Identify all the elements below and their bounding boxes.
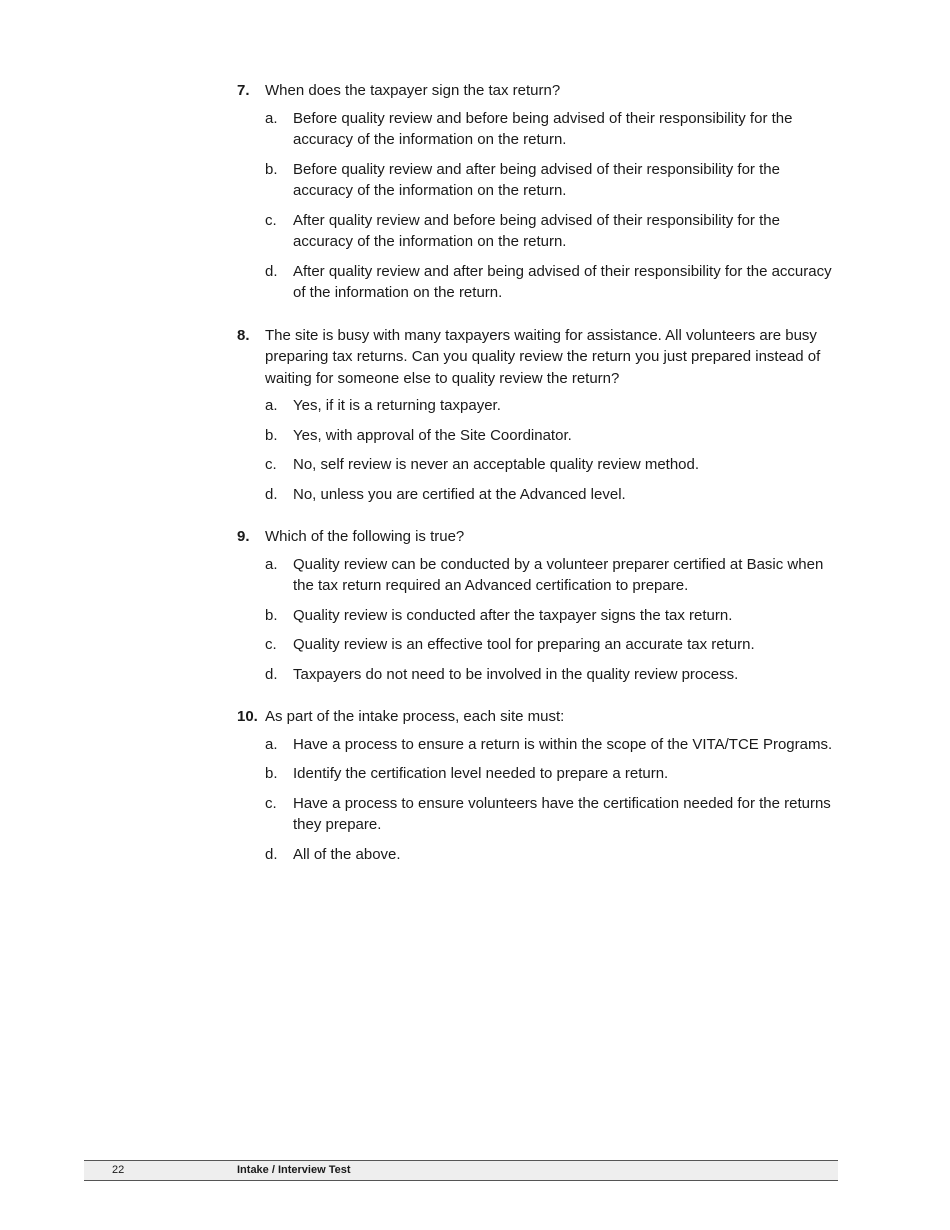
page-footer bbox=[84, 1160, 838, 1181]
answer-option bbox=[265, 734, 842, 756]
option-text: Have a process to ensure a return is within the scope of the VITA/TCE Programs. bbox=[293, 735, 833, 753]
option-text: Taxpayers do not need to be involved in the quality review process. bbox=[293, 665, 739, 683]
answer-option bbox=[265, 763, 842, 785]
question-number: 10. bbox=[237, 708, 258, 725]
question-text: The site is busy with many taxpayers waiting for assistance. All volunteers are busy preparing tax returns. Can you quality review the return you just prepared instead of waiting for someone else to quality review the return? bbox=[265, 326, 821, 387]
answer-option bbox=[265, 605, 842, 627]
option-text: No, self review is never an acceptable quality review method. bbox=[293, 456, 700, 473]
answer-option bbox=[265, 425, 842, 447]
option-text: All of the above. bbox=[293, 845, 401, 863]
footer-title: Intake / Interview Test bbox=[237, 1164, 351, 1176]
option-letter: c. bbox=[265, 636, 277, 653]
option-letter: a. bbox=[265, 555, 278, 573]
page-number: 22 bbox=[112, 1164, 125, 1176]
question-text: Which of the following is true? bbox=[265, 528, 465, 545]
option-letter: b. bbox=[265, 606, 278, 624]
question bbox=[237, 325, 842, 506]
answer-option bbox=[265, 664, 842, 686]
option-letter: d. bbox=[265, 262, 278, 280]
option-text: Before quality review and after being advised of their responsibility for the accuracy of the information on the return. bbox=[293, 160, 780, 199]
option-letter: b. bbox=[265, 160, 278, 178]
option-text: After quality review and before being advised of their responsibility for the accuracy of the information on the return. bbox=[293, 211, 780, 250]
option-text: Have a process to ensure volunteers have the certification needed for the returns they prepare. bbox=[293, 794, 831, 833]
option-letter: d. bbox=[265, 665, 278, 683]
option-text: Quality review is an effective tool for preparing an accurate tax return. bbox=[293, 636, 755, 653]
answer-option bbox=[265, 484, 842, 506]
answer-option bbox=[265, 844, 842, 866]
question-number: 9. bbox=[237, 528, 250, 545]
option-text: No, unless you are certified at the Advanced level. bbox=[293, 485, 626, 503]
option-letter: d. bbox=[265, 485, 278, 503]
answer-option bbox=[265, 395, 842, 417]
question bbox=[237, 80, 842, 304]
question-number: 7. bbox=[237, 82, 250, 99]
option-text: Yes, if it is a returning taxpayer. bbox=[293, 397, 501, 414]
answer-option bbox=[265, 634, 842, 656]
option-letter: c. bbox=[265, 456, 277, 473]
option-letter: b. bbox=[265, 765, 278, 782]
answer-option bbox=[265, 261, 842, 304]
question bbox=[237, 526, 842, 685]
option-letter: c. bbox=[265, 794, 277, 812]
option-text: Yes, with approval of the Site Coordinator. bbox=[293, 426, 572, 444]
option-text: Quality review is conducted after the taxpayer signs the tax return. bbox=[293, 606, 733, 624]
answer-option bbox=[265, 159, 842, 202]
option-text: After quality review and after being advised of their responsibility for the accuracy of the information on the return. bbox=[293, 262, 832, 301]
answer-option bbox=[265, 793, 842, 836]
option-text: Before quality review and before being advised of their responsibility for the accuracy of the information on the return. bbox=[293, 109, 793, 148]
option-letter: d. bbox=[265, 845, 278, 863]
question-text: As part of the intake process, each site must: bbox=[265, 708, 565, 725]
answer-option bbox=[265, 454, 842, 476]
option-text: Identify the certification level needed to prepare a return. bbox=[293, 765, 669, 782]
option-letter: c. bbox=[265, 211, 277, 229]
option-letter: a. bbox=[265, 397, 278, 414]
answer-option bbox=[265, 554, 842, 597]
option-letter: b. bbox=[265, 426, 278, 444]
answer-option bbox=[265, 210, 842, 253]
question-text: When does the taxpayer sign the tax return? bbox=[265, 82, 561, 99]
question-list bbox=[237, 80, 842, 886]
option-letter: a. bbox=[265, 735, 278, 753]
option-letter: a. bbox=[265, 109, 278, 127]
answer-option bbox=[265, 108, 842, 151]
question-number: 8. bbox=[237, 326, 250, 344]
question bbox=[237, 706, 842, 865]
option-text: Quality review can be conducted by a volunteer preparer certified at Basic when the tax return required an Advanced certification to prepare. bbox=[293, 555, 824, 594]
